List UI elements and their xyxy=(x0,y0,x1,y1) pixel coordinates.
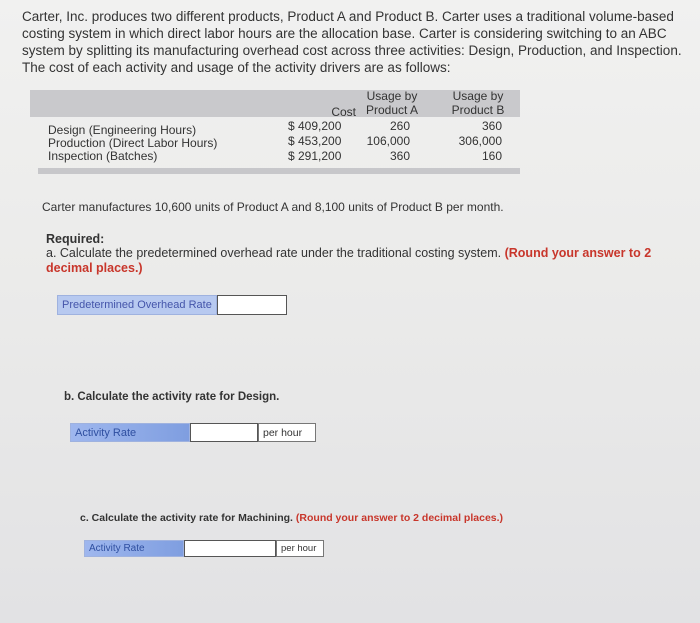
row-cost: $ 291,200 xyxy=(288,149,342,163)
design-activity-rate-label: Activity Rate xyxy=(70,423,190,442)
predetermined-overhead-row xyxy=(57,295,287,315)
question-c-hint: (Round your answer to 2 decimal places.) xyxy=(295,512,504,524)
header-usage-b-line1: Usage by xyxy=(452,89,504,103)
question-c xyxy=(80,512,503,524)
machining-activity-rate-label: Activity Rate xyxy=(84,540,184,557)
required-heading: Required: xyxy=(46,232,105,246)
design-activity-rate-row xyxy=(70,423,316,442)
predetermined-overhead-input[interactable] xyxy=(217,295,287,315)
machining-activity-rate-row xyxy=(84,540,324,557)
problem-intro: Carter, Inc. produces two different products, Product A and Product B. Carter uses a traditional volume-based costing system in which direct labor hours are the allocation base. Carter is considering switching to an ABC system by splitting its manufacturing overhead cost across three activities: Design, Production, and Inspection. The cost of each activity and usage of the activity drivers are as follows: xyxy=(22,9,682,75)
design-activity-rate-input[interactable] xyxy=(190,423,258,442)
question-a-text: a. Calculate the predetermined overhead rate under the traditional costing system. xyxy=(46,246,502,260)
header-usage-b-line2: Product B xyxy=(451,103,505,117)
row-activity: Design (Engineering Hours) xyxy=(48,123,197,137)
predetermined-overhead-label: Predetermined Overhead Rate xyxy=(57,295,217,315)
units-statement: Carter manufactures 10,600 units of Product A and 8,100 units of Product B per month. xyxy=(42,200,504,214)
question-a-hint: (Round your answer to 2 decimal places.) xyxy=(46,246,652,275)
row-usage-a: 360 xyxy=(389,149,410,163)
question-c-text: c. Calculate the activity rate for Machining. xyxy=(80,512,293,524)
question-a xyxy=(46,246,676,276)
row-activity: Inspection (Batches) xyxy=(48,149,158,163)
header-usage-a-line2: Product A xyxy=(365,103,419,117)
row-usage-a: 106,000 xyxy=(366,134,410,148)
machining-rate-unit: per hour xyxy=(276,540,324,557)
row-cost: $ 409,200 xyxy=(288,119,342,133)
question-b: b. Calculate the activity rate for Design. xyxy=(64,391,280,403)
row-usage-b: 160 xyxy=(481,149,502,163)
activity-cost-table xyxy=(30,88,520,174)
header-cost: Cost xyxy=(331,105,356,119)
row-usage-a: 260 xyxy=(389,119,410,133)
header-usage-a-line1: Usage by xyxy=(366,89,418,103)
row-usage-b: 360 xyxy=(481,119,502,133)
design-rate-unit: per hour xyxy=(258,423,316,442)
row-cost: $ 453,200 xyxy=(288,134,342,148)
machining-activity-rate-input[interactable] xyxy=(184,540,276,557)
row-activity: Production (Direct Labor Hours) xyxy=(48,136,218,150)
row-usage-b: 306,000 xyxy=(458,134,502,148)
table-footer-bar xyxy=(38,168,520,174)
